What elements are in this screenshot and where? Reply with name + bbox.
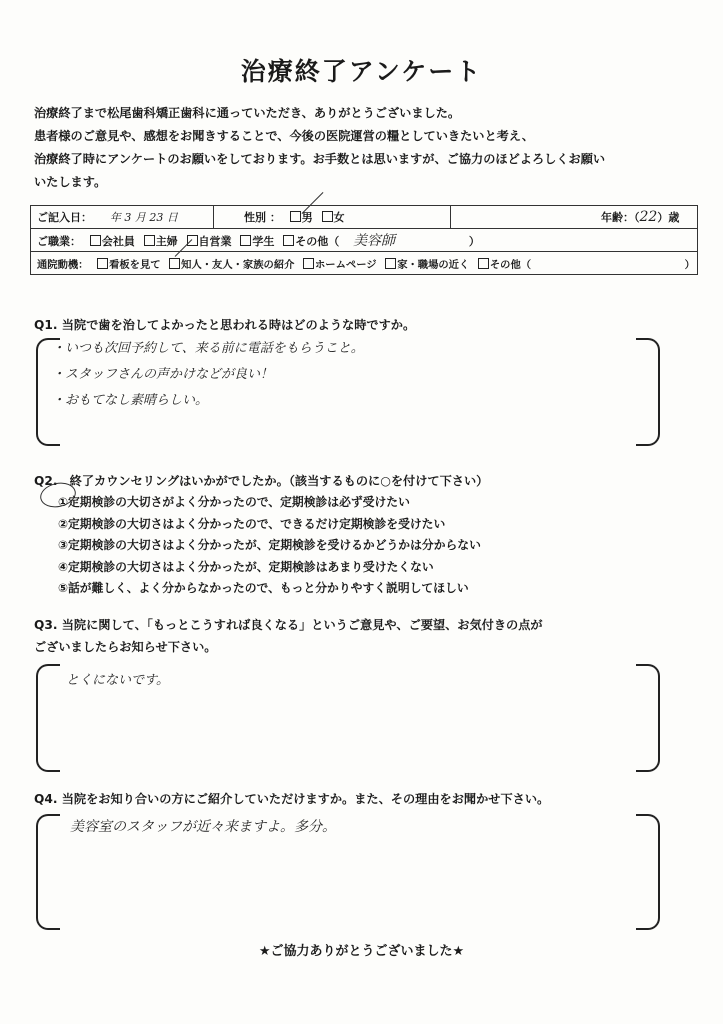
age-suffix: ）歳: [657, 211, 680, 224]
occupation-option: 会社員: [101, 235, 135, 248]
intro-line: 患者様のご意見や、感想をお聞きすることで、今後の医院運営の糧としていきたいと考え、: [34, 129, 534, 143]
gender-cell: [214, 206, 451, 229]
q2-option[interactable]: ②定期検診の大切さはよく分かったので、できるだけ定期検診を受けたい: [58, 516, 446, 531]
q2-option[interactable]: ⑤話が難しく、よく分からなかったので、もっと分かりやすく説明してほしい: [58, 581, 469, 595]
occupation-other-value: 美容師: [353, 233, 396, 249]
occupation-option: 学生: [252, 235, 275, 248]
motive-option: 知人・友人・家族の紹介: [181, 258, 295, 271]
date-label: ご記入日：: [37, 211, 92, 224]
motive-option: その他（: [489, 258, 532, 271]
q3-question-line: Q3. 当院に関して、「もっとこうすれば良くなる」というご意見や、ご要望、お気付きの点が: [34, 618, 543, 632]
q1-bracket-right: [636, 338, 660, 446]
motive-option: 看板を見て: [109, 258, 161, 271]
q2-option[interactable]: ①定期検診の大切さがよく分かったので、定期検診は必ず受けたい: [58, 495, 410, 509]
q4-bracket-right: [636, 814, 660, 930]
occupation-option: 自営業: [198, 235, 232, 248]
occupation-label: ご職業：: [37, 235, 81, 248]
date-value: 年 3 月 23 日: [109, 211, 178, 224]
q4-question: Q4. 当院をお知り合いの方にご紹介していただけますか。また、その理由をお聞かせ下さい。: [34, 792, 550, 806]
age-label: 年齢：（: [601, 211, 640, 224]
info-table: [30, 205, 698, 275]
age-value: 22: [639, 209, 658, 225]
gender-female-checkbox[interactable]: [322, 211, 333, 222]
q3-bracket-left: [36, 664, 60, 772]
motive-close: ）: [684, 258, 695, 271]
thanks-message: ★ご協力ありがとうございました★: [258, 944, 465, 959]
intro-text: [34, 102, 694, 194]
intro-line: 治療終了時にアンケートのお願いをしております。お手数とは思いますが、ご協力のほどよろしくお願い: [34, 152, 606, 166]
page-title: 治療終了アンケート: [240, 57, 483, 86]
motive-checkbox[interactable]: [169, 258, 180, 269]
occupation-checkbox[interactable]: [90, 235, 101, 246]
q1-answer-line: ・スタッフさんの声かけなどが良い！: [52, 367, 274, 382]
q1-answer-line: ・いつも次回予約して、来る前に電話をもらうこと。: [52, 341, 364, 356]
motive-checkbox[interactable]: [97, 258, 108, 269]
q1-question: Q1. 当院で歯を治してよかったと思われる時はどのような時ですか。: [34, 318, 416, 332]
occupation-checkbox[interactable]: [240, 235, 251, 246]
motive-label: 通院動機：: [37, 258, 89, 271]
motive-cell: [31, 252, 698, 275]
q1-answer[interactable]: [52, 336, 364, 414]
occupation-option: 主婦: [155, 235, 178, 248]
occupation-option: その他（: [295, 235, 340, 248]
q4-answer[interactable]: 美容室のスタッフが近々来ますよ。多分。: [70, 819, 336, 835]
q3-bracket-right: [636, 664, 660, 772]
gender-male-label: 男: [301, 211, 313, 224]
motive-checkbox[interactable]: [385, 258, 396, 269]
occupation-cell: [31, 229, 698, 252]
motive-checkbox[interactable]: [303, 258, 314, 269]
motive-checkbox[interactable]: [478, 258, 489, 269]
q3-question-line: ございましたらお知らせ下さい。: [34, 640, 217, 654]
occupation-checkbox[interactable]: [144, 235, 155, 246]
q2-question: Q2. 終了カウンセリングはいかがでしたか。（該当するものに○を付けて下さい）: [34, 474, 489, 488]
motive-option: 家・職場の近く: [397, 258, 470, 271]
intro-line: いたします。: [34, 175, 107, 189]
q2-options: [58, 492, 481, 600]
occupation-checkbox[interactable]: [283, 235, 294, 246]
q2-option[interactable]: ④定期検診の大切さはよく分かったが、定期検診はあまり受けたくない: [58, 559, 434, 574]
gender-female-label: 女: [333, 211, 345, 224]
motive-option: ホームページ: [315, 258, 377, 271]
q4-bracket-left: [36, 814, 60, 930]
gender-male-checkbox[interactable]: [290, 211, 301, 222]
q3-answer[interactable]: とくにないです。: [66, 673, 169, 688]
occupation-close: ）: [468, 235, 480, 248]
occupation-checkbox[interactable]: [187, 235, 198, 246]
age-cell: [451, 206, 698, 229]
gender-label: 性別 ：: [244, 211, 281, 224]
q1-answer-line: ・おもてなし素晴らしい。: [52, 393, 209, 408]
intro-line: 治療終了まで松尾歯科矯正歯科に通っていただき、ありがとうございました。: [34, 106, 461, 120]
q2-option[interactable]: ③定期検診の大切さはよく分かったが、定期検診を受けるかどうかは分からない: [58, 538, 481, 552]
date-cell: [31, 206, 214, 229]
